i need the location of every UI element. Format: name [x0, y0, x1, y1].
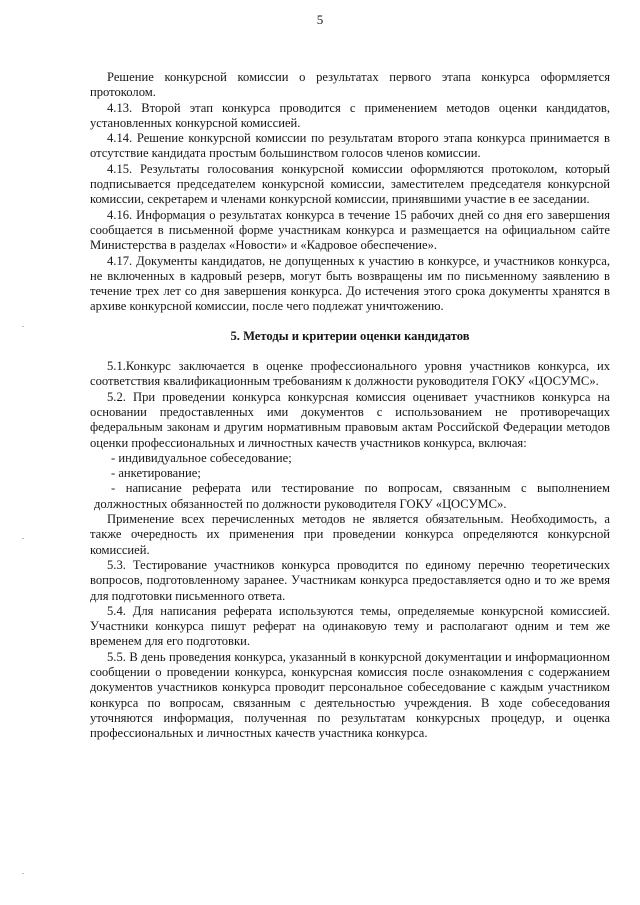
paragraph-4-14: 4.14. Решение конкурсной комиссии по результатам второго этапа конкурса принимается в отсутствие кандидата простым большинством голосов членов комиссии.	[90, 131, 610, 161]
list-item-essay-test: - написание реферата или тестирование по вопросам, связанным с выполнением должностных обязанностей по должности руководителя ГОКУ «ЦОСУМС».	[94, 481, 610, 511]
paragraph-4-15: 4.15. Результаты голосования конкурсной комиссии оформляются протоколом, который подписывается председателем конкурсной комиссии, заместителем председателя конкурсной комиссии, секретарем и членами конкурсной комиссии, принявшими участие в ее заседании.	[90, 161, 610, 207]
page-number: 5	[316, 12, 324, 27]
paragraph-5-5: 5.5. В день проведения конкурса, указанный в конкурсной документации и информационном сообщении о проведении конкурса, конкурсная комиссия после ознакомления с содержанием документов участников конкурса проводит персональное собеседование с каждым участником конкурса по вопросам, связанным с деятельностью учреждения. В ходе собеседования уточняются информация, полученная по результатам конкурсных процедур, и оценка профессиональных и личностных качеств участника конкурса.	[90, 649, 610, 741]
paragraph-5-3: 5.3. Тестирование участников конкурса проводится по единому перечню теоретических вопросов, подготовленному заранее. Участникам конкурса предоставляется одно и то же время для подготовки письменного ответа.	[90, 557, 610, 603]
paragraph-5-2: 5.2. При проведении конкурса конкурсная комиссия оценивает участников конкурса на основании предоставленных ими документов с использованием не противоречащих федеральным законам и другим нормативным правовым актам Российской Федерации методов оценки профессиональных и личностных качеств участников конкурса, включая:	[90, 389, 610, 450]
scan-artifact	[22, 326, 24, 327]
paragraph-4-12-result: Решение конкурсной комиссии о результатах первого этапа конкурса оформляется протоколом.	[90, 70, 610, 100]
scan-artifact	[22, 538, 24, 539]
paragraph-4-16: 4.16. Информация о результатах конкурса в течение 15 рабочих дней со дня его завершения сообщается в письменной форме участникам конкурса и размещается на официальном сайте Министерства в разделах «Новости» и «Кадровое обеспечение».	[90, 207, 610, 253]
paragraph-methods-optional: Применение всех перечисленных методов не является обязательным. Необходимость, а также очередность их применения при проведении конкурса определяются конкурсной комиссией.	[90, 512, 610, 557]
list-item-questionnaire: - анкетирование;	[111, 466, 201, 481]
paragraph-4-17: 4.17. Документы кандидатов, не допущенных к участию в конкурсе, и участников конкурса, не включенных в кадровый резерв, могут быть возвращены им по письменному заявлению в течение трех лет со дня завершения конкурса. До истечения этого срока документы хранятся в архиве конкурсной комиссии, после чего подлежат уничтожению.	[90, 253, 610, 314]
paragraph-5-4: 5.4. Для написания реферата используются темы, определяемые конкурсной комиссией. Участники конкурса пишут реферат на одинаковую тему и располагают одним и тем же временем для его подготовки.	[90, 603, 610, 649]
section-5-heading: 5. Методы и критерии оценки кандидатов	[230, 328, 470, 343]
paragraph-5-1: 5.1.Конкурс заключается в оценке профессионального уровня участников конкурса, их соответствия квалификационным требованиям к должности руководителя ГОКУ «ЦОСУМС».	[90, 359, 610, 389]
document-body	[90, 70, 610, 741]
paragraph-4-13: 4.13. Второй этап конкурса проводится с применением методов оценки кандидатов, установленных конкурсной комиссией.	[90, 100, 610, 130]
scan-artifact	[22, 873, 24, 874]
list-item-interview: - индивидуальное собеседование;	[111, 450, 292, 465]
